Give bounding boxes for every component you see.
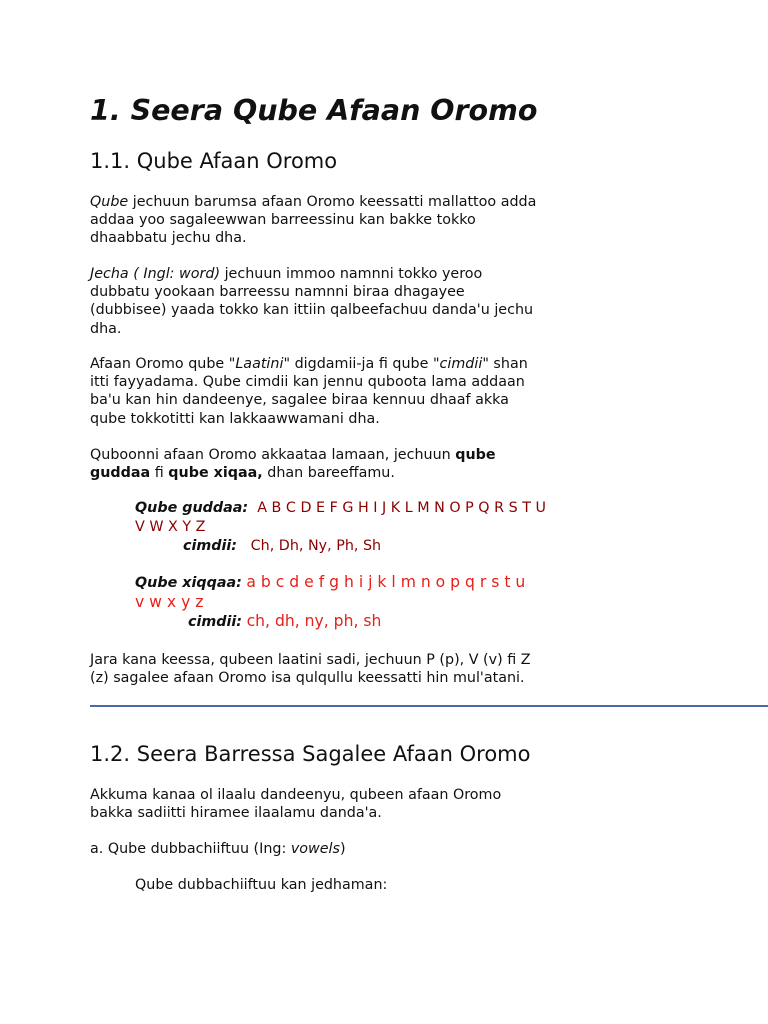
uppercase-alphabet-block <box>135 499 575 556</box>
uppercase-digraph-label: cimdii: <box>183 538 238 554</box>
lowercase-letters-cont: v w x y z <box>135 593 204 611</box>
section-heading-1-2: 1.2. Seera Barressa Sagalee Afaan Oromo <box>90 742 531 766</box>
paragraph-qube-definition: Qube jechuun barumsa afaan Oromo keessatti mallattoo adda addaa yoo sagaleewwan barreessinu kan bakke tokko dhaabbatu jechu dha. <box>90 194 537 247</box>
lowercase-alphabet-block <box>135 573 575 632</box>
paragraph-laatini-cimdii: Afaan Oromo qube "Laatini" digdamii-ja fi qube "cimdii" shan itti fayyadama. Qube cimdii kan jennu quboota lama addaan ba'u kan hin dandeenye, sagalee biraa kennuu dhaaf akka qube tokkotitti kan lakkaawwamani dha. <box>90 356 528 427</box>
uppercase-letters: A B C D E F G H I J K L M N O P Q R S T U <box>257 500 546 516</box>
lowercase-digraph-label: cimdii: <box>188 614 243 630</box>
page-title: 1. Seera Qube Afaan Oromo <box>90 94 538 127</box>
paragraph-absent-letters: Jara kana keessa, qubeen laatini sadi, jechuun P (p), V (v) fi Z (z) sagalee afaan Oromo isa qulqullu keessatti hin mul'atani. <box>90 652 531 687</box>
paragraph-vowels-heading: a. Qube dubbachiiftuu (Ing: vowels) <box>90 841 346 857</box>
uppercase-letters-cont: V W X Y Z <box>135 519 206 535</box>
term-jecha: Jecha ( Ingl: word) <box>90 266 221 282</box>
paragraph-jecha-definition: Jecha ( Ingl: word) jechuun immoo namnni tokko yeroo dubbatu yookaan barreessu namnni biraa dhagayee (dubbisee) yaada tokko kan ittiin qalbeefachuu danda'u jechu dha. <box>90 266 534 337</box>
paragraph-three-groups: Akkuma kanaa ol ilaalu dandeenyu, qubeen afaan Oromo bakka sadiitti hiramee ilaalamu danda'a. <box>90 787 502 822</box>
lowercase-label: Qube xiqqaa: <box>135 575 242 591</box>
paragraph-letter-cases: Quboonni afaan Oromo akkaataa lamaan, jechuun qube guddaa fi qube xiqaa, dhan bareeffamu. <box>90 447 496 482</box>
paragraph-vowels-intro: Qube dubbachiiftuu kan jedhaman: <box>135 877 388 893</box>
section-divider <box>90 705 768 707</box>
lowercase-digraphs: ch, dh, ny, ph, sh <box>246 612 382 630</box>
uppercase-label: Qube guddaa: <box>135 500 249 516</box>
uppercase-digraphs: Ch, Dh, Ny, Ph, Sh <box>250 538 382 554</box>
term-qube: Qube <box>90 194 129 210</box>
section-heading-1-1: 1.1. Qube Afaan Oromo <box>90 149 338 173</box>
lowercase-letters: a b c d e f g h i j k l m n o p q r s t u <box>246 573 526 591</box>
